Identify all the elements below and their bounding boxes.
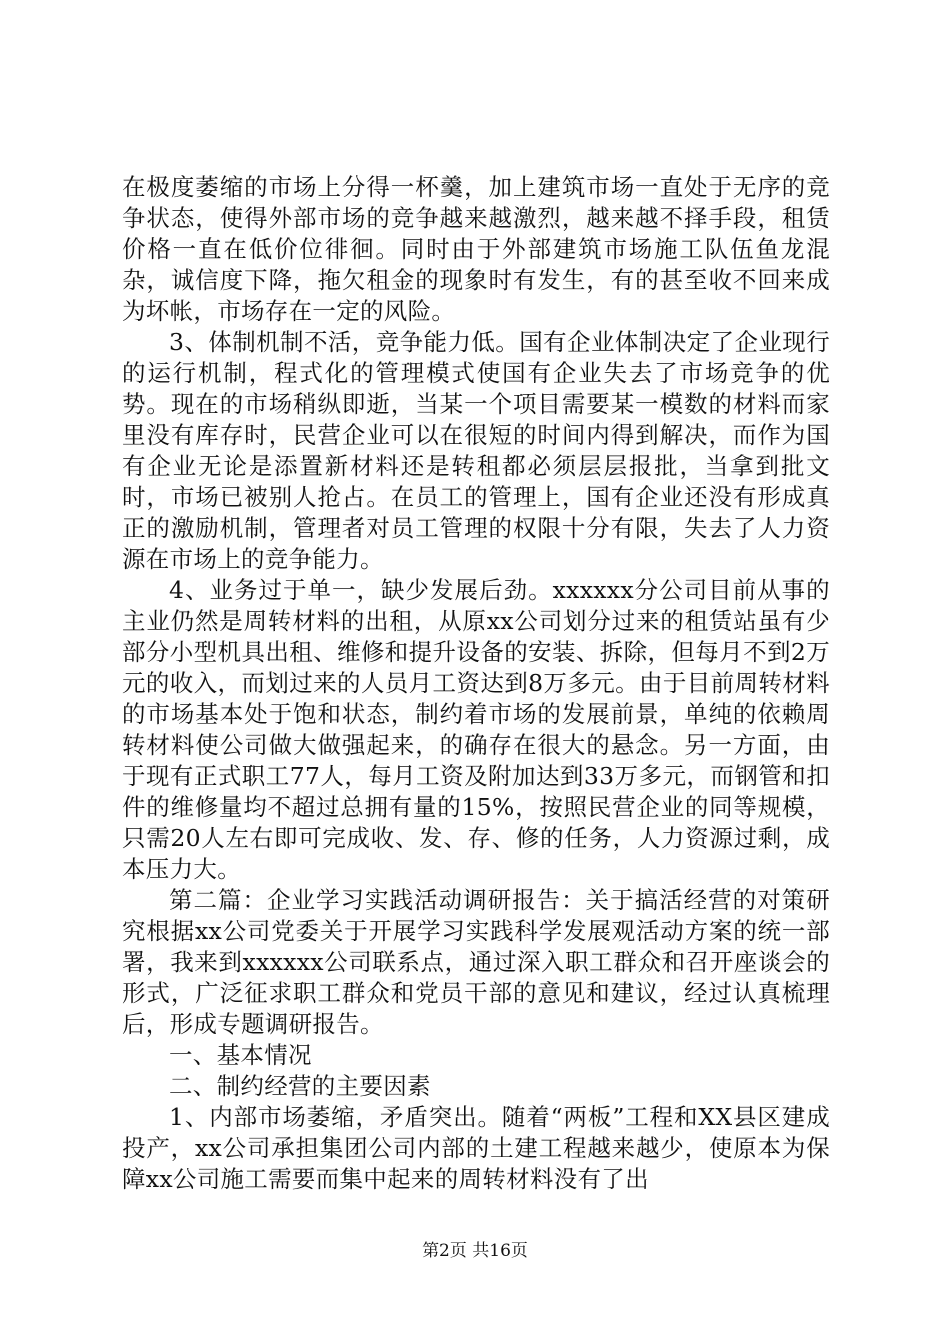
paragraph-point-3: 3、体制机制不活，竞争能力低。国有企业体制决定了企业现行的运行机制，程式化的管理模式使国有企业失去了市场竞争的优势。现在的市场稍纵即逝，当某一个项目需要某一模数的材料而家里没有库存时，民营企业可以在很短的时间内得到解决，而作为国有企业无论是添置新材料还是转租都必须层层报批，当拿到批文时，市场已被别人抢占。在员工的管理上，国有企业还没有形成真正的激励机制，管理者对员工管理的权限十分有限，失去了人力资源在市场上的竞争能力。: [122, 328, 830, 573]
heading-basic-situation: 一、基本情况: [169, 1041, 312, 1069]
paragraph-second-article: 第二篇：企业学习实践活动调研报告：关于搞活经营的对策研究根据xx公司党委关于开展学习实践科学发展观活动方案的统一部署，我来到xxxxxx公司联系点，通过深入职工群众和召开座谈会的形式，广泛征求职工群众和党员干部的意见和建议，经过认真梳理后，形成专题调研报告。: [122, 886, 830, 1038]
paragraph-point-4: 4、业务过于单一，缺少发展后劲。xxxxxx分公司目前从事的主业仍然是周转材料的出租，从原xx公司划分过来的租赁站虽有少部分小型机具出租、维修和提升设备的安装、拆除，但每月不到2万元的收入，而划过来的人员月工资达到8万多元。由于目前周转材料的市场基本处于饱和状态，制约着市场的发展前景，单纯的依赖周转材料使公司做大做强起来，的确存在很大的悬念。另一方面，由于现有正式职工77人，每月工资及附加达到33万多元，而钢管和扣件的维修量均不超过总拥有量的15%，按照民营企业的同等规模，只需20人左右即可完成收、发、存、修的任务，人力资源过剩，成本压力大。: [122, 576, 830, 883]
document-body: [122, 172, 830, 1195]
page-number-footer: 第2页 共16页: [422, 1241, 528, 1261]
paragraph-continuation: 在极度萎缩的市场上分得一杯羹，加上建筑市场一直处于无序的竞争状态，使得外部市场的竞争越来越激烈，越来越不择手段，租赁价格一直在低价位徘徊。同时由于外部建筑市场施工队伍鱼龙混杂，诚信度下降，拖欠租金的现象时有发生，有的甚至收不回来成为坏帐，市场存在一定的风险。: [122, 173, 830, 325]
paragraph-point-1: 1、内部市场萎缩，矛盾突出。随着“两板”工程和XX县区建成投产，xx公司承担集团公司内部的土建工程越来越少，使原本为保障xx公司施工需要而集中起来的周转材料没有了出: [122, 1103, 830, 1193]
heading-main-factors: 二、制约经营的主要因素: [169, 1072, 431, 1100]
